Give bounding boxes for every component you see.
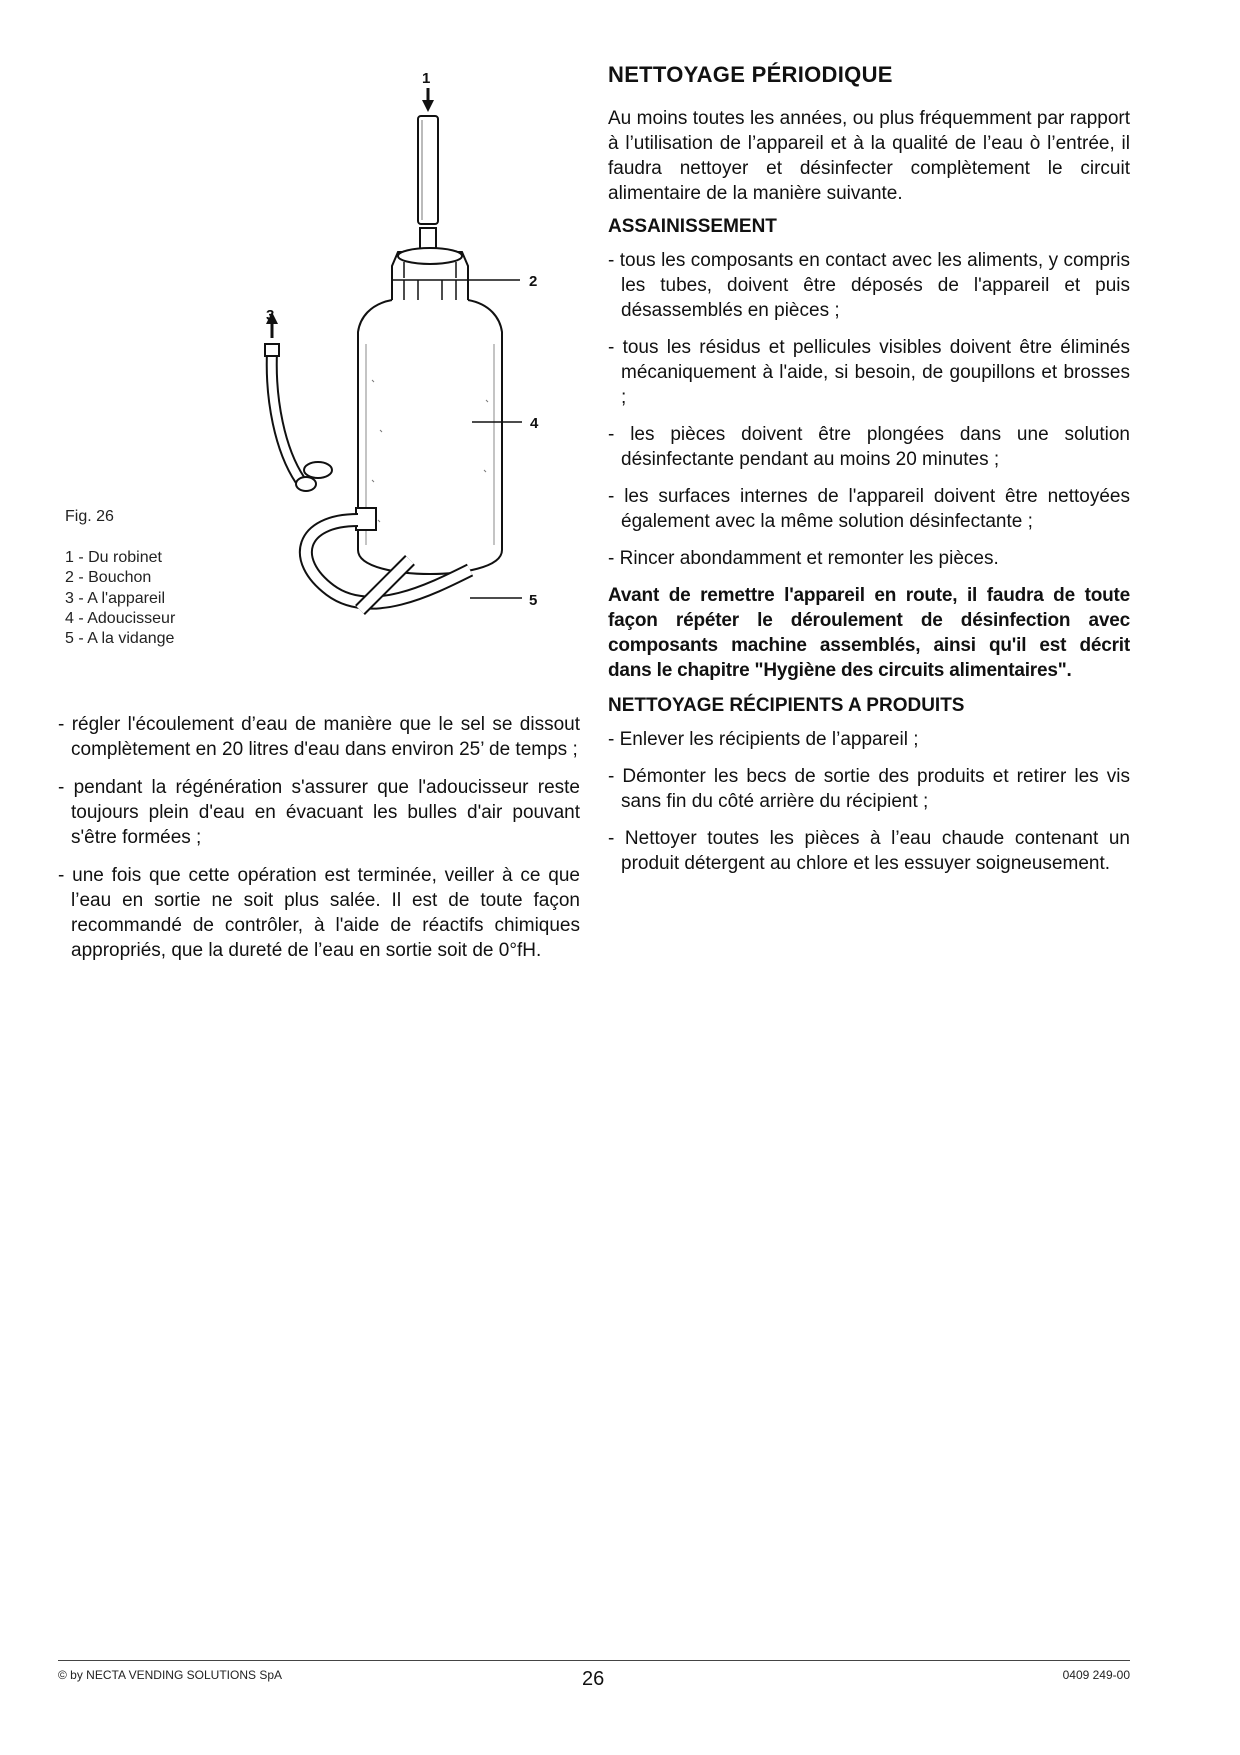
footer-divider bbox=[58, 1660, 1130, 1661]
legend-item: 5 - A la vidange bbox=[65, 630, 175, 648]
list-item: - les pièces doivent être plongées dans une solution désinfectante pendant au moins 20 minutes ; bbox=[608, 424, 1130, 470]
list-item: - tous les composants en contact avec les aliments, y compris les tubes, doivent être déposés de l'appareil et puis désassemblés en pièces ; bbox=[608, 250, 1130, 321]
section-heading-recipients: NETTOYAGE RÉCIPIENTS A PRODUITS bbox=[608, 695, 965, 716]
list-item: - les surfaces internes de l'appareil doivent être nettoyées également avec la même solution désinfectante ; bbox=[608, 486, 1130, 532]
list-item: - pendant la régénération s'assurer que l'adoucisseur reste toujours plein d'eau en évacuant les bulles d'air pouvant s'être formées ; bbox=[58, 777, 580, 848]
warning-paragraph: Avant de remettre l'appareil en route, il faudra de toute façon répéter le déroulement de désinfection avec composants machine assemblés, ainsi qu'il est décrit dans le chapitre "Hygiène des circuits alimentaires". bbox=[608, 585, 1130, 681]
list-item: - Enlever les récipients de l’appareil ; bbox=[608, 729, 919, 750]
list-item: - Démonter les becs de sortie des produits et retirer les vis sans fin du côté arrière du récipient ; bbox=[608, 766, 1130, 812]
right-column bbox=[608, 62, 1130, 888]
legend-item: 2 - Bouchon bbox=[65, 569, 152, 587]
footer-copyright: © by NECTA VENDING SOLUTIONS SpA bbox=[58, 1668, 283, 1682]
callout-5: 5 bbox=[529, 592, 538, 609]
intro-paragraph: Au moins toutes les années, ou plus fréquemment par rapport à l’utilisation de l’appareil et à la qualité de l’eau ò l’entrée, il faudra nettoyer et désinfecter complètement le circuit alimentaire de la manière suivante. bbox=[608, 108, 1130, 204]
list-item: - tous les résidus et pellicules visibles doivent être éliminés mécaniquement à l'aide, si besoin, de goupillons et brosses ; bbox=[608, 337, 1130, 408]
list-item: - Nettoyer toutes les pièces à l’eau chaude contenant un produit détergent au chlore et les essuyer soigneusement. bbox=[608, 828, 1130, 874]
page-number: 26 bbox=[582, 1668, 605, 1690]
left-column bbox=[58, 712, 580, 976]
callout-2: 2 bbox=[529, 273, 538, 290]
list-item: - Rincer abondamment et remonter les pièces. bbox=[608, 548, 999, 569]
document-code: 0409 249-00 bbox=[1062, 1668, 1130, 1682]
callout-1: 1 bbox=[422, 70, 431, 87]
callout-3: 3 bbox=[266, 307, 275, 324]
figure-legend bbox=[65, 548, 175, 649]
list-item: - une fois que cette opération est terminée, veiller à ce que l’eau en sortie ne soit plus salée. Il est de toute façon recommandé de contrôler, à l'aide de réactifs chimiques appropriés, que la dureté de l’eau en sortie soit de 0°fH. bbox=[58, 865, 580, 961]
section-heading-assainissement: ASSAINISSEMENT bbox=[608, 216, 777, 237]
legend-item: 4 - Adoucisseur bbox=[65, 609, 176, 627]
legend-item: 1 - Du robinet bbox=[65, 549, 162, 566]
figure-caption: Fig. 26 bbox=[65, 508, 114, 525]
legend-item: 3 - A l'appareil bbox=[65, 589, 166, 607]
page-title: NETTOYAGE PÉRIODIQUE bbox=[608, 62, 893, 87]
list-item: - régler l'écoulement d’eau de manière que le sel se dissout complètement en 20 litres d'eau dans environ 25’ de temps ; bbox=[58, 714, 580, 760]
softener-illustration bbox=[230, 60, 570, 640]
callout-4: 4 bbox=[530, 415, 539, 432]
